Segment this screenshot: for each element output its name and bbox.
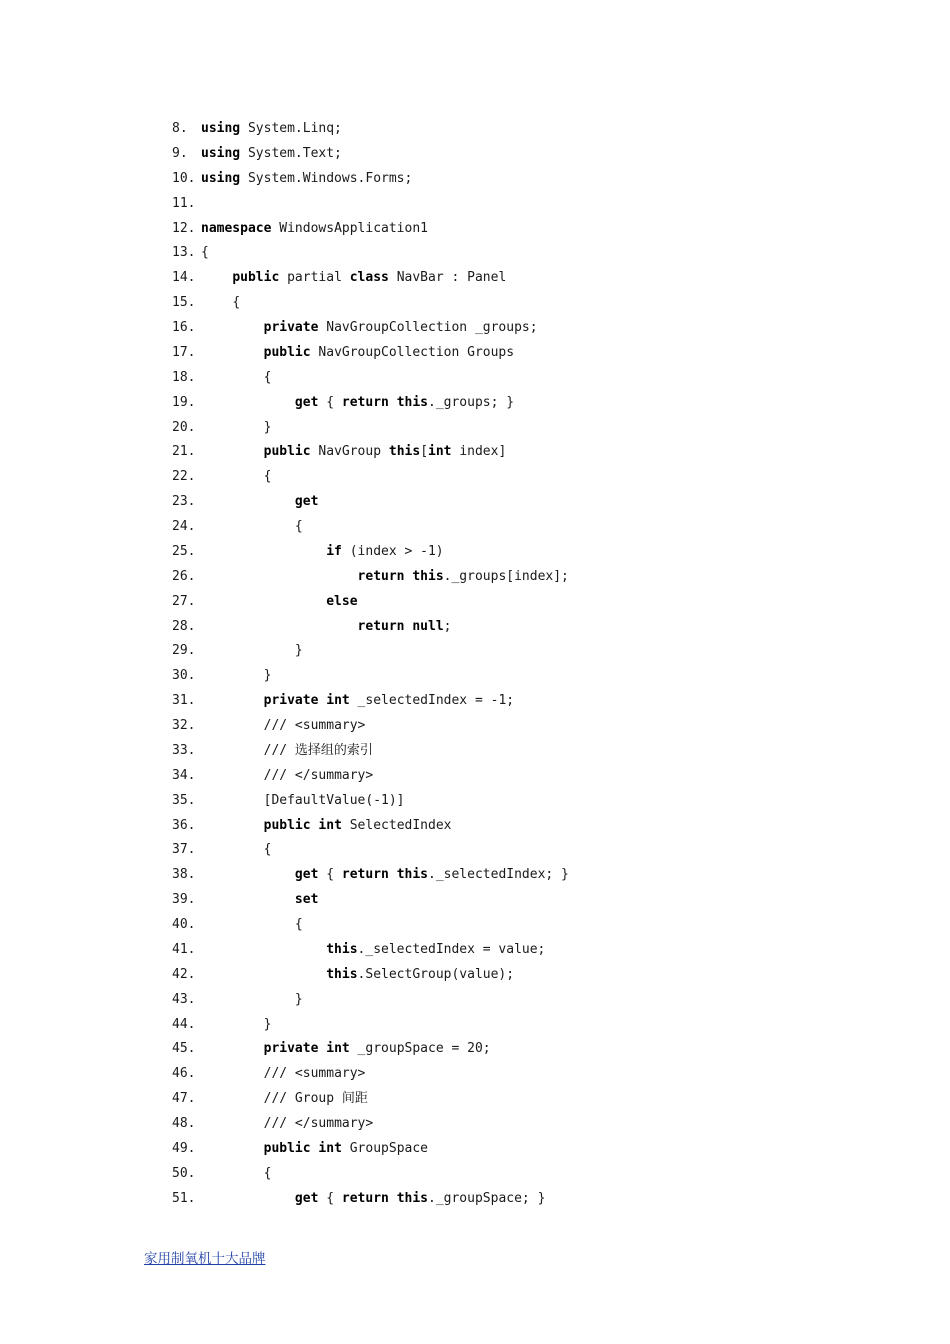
code-line — [172, 888, 569, 913]
code-keyword: this — [326, 966, 358, 982]
code-line — [172, 615, 569, 640]
code-text: _selectedIndex = -1; — [349, 693, 515, 709]
indent — [201, 594, 326, 609]
code-text — [389, 395, 397, 410]
line-number: 32. — [172, 718, 196, 733]
line-number: 41. — [172, 941, 196, 957]
code-text: [ — [420, 444, 429, 460]
line-number: 17. — [172, 344, 196, 360]
code-line — [172, 1112, 569, 1137]
code-line — [172, 838, 569, 863]
code-text: ._groupSpace; } — [428, 1190, 546, 1206]
footer-link[interactable]: 家用制氧机十大品牌 — [144, 1251, 266, 1267]
indent — [201, 1091, 264, 1106]
indent — [201, 619, 358, 634]
code-line — [172, 117, 569, 142]
code-keyword: class — [349, 270, 389, 286]
code-line — [172, 341, 569, 366]
code-keyword: if — [326, 543, 342, 559]
indent — [201, 1116, 264, 1131]
line-number: 39. — [172, 892, 196, 908]
code-text: { — [263, 369, 272, 385]
code-line — [172, 1037, 569, 1062]
line-number: 24. — [172, 519, 196, 534]
code-keyword: using — [201, 145, 241, 161]
line-number: 37. — [172, 842, 196, 858]
code-keyword: get — [294, 1190, 319, 1206]
line-number: 26. — [172, 568, 196, 584]
code-text: NavBar : Panel — [388, 270, 507, 286]
code-text: { — [232, 295, 241, 311]
code-text: WindowsApplication1 — [271, 220, 428, 236]
code-line — [172, 1137, 569, 1162]
line-number: 14. — [172, 270, 196, 286]
code-keyword: private — [263, 1041, 319, 1057]
code-line — [172, 988, 569, 1013]
code-line — [172, 789, 569, 814]
code-text: { — [263, 842, 272, 858]
line-number: 15. — [172, 295, 196, 311]
code-line — [172, 814, 569, 839]
line-number: 33. — [172, 742, 196, 758]
indent — [201, 693, 264, 708]
code-line — [172, 565, 569, 590]
indent — [201, 1191, 295, 1206]
line-number: 11. — [172, 195, 196, 211]
code-text: ; — [443, 618, 452, 634]
line-number: 8. — [172, 121, 188, 136]
code-line — [172, 1013, 569, 1038]
code-text: } — [263, 668, 272, 684]
code-text: { — [201, 245, 209, 261]
indent — [201, 494, 295, 509]
code-text: partial — [279, 270, 350, 286]
indent — [201, 444, 264, 459]
line-number: 9. — [172, 145, 188, 161]
line-number: 22. — [172, 469, 196, 485]
code-line — [172, 217, 569, 242]
code-keyword: return — [357, 618, 405, 634]
line-number: 38. — [172, 867, 196, 883]
indent — [201, 818, 264, 833]
code-line — [172, 291, 569, 316]
code-text: /// 选择组的索引 — [263, 742, 373, 758]
code-keyword: else — [326, 593, 358, 609]
line-number: 49. — [172, 1140, 196, 1156]
code-text: { — [294, 917, 303, 932]
code-keyword: public — [263, 444, 311, 460]
indent — [201, 395, 295, 410]
code-text: /// <summary> — [263, 1066, 366, 1082]
code-text: } — [294, 643, 303, 659]
code-text: { — [294, 519, 303, 534]
code-line — [172, 540, 569, 565]
code-keyword: get — [294, 494, 319, 510]
code-line — [172, 416, 569, 441]
line-number: 45. — [172, 1041, 196, 1057]
code-text: (index > -1) — [341, 543, 444, 559]
code-line — [172, 490, 569, 515]
code-line — [172, 1187, 569, 1212]
code-line — [172, 714, 569, 739]
indent — [201, 643, 295, 658]
code-line — [172, 664, 569, 689]
code-keyword: return — [341, 394, 389, 410]
code-line — [172, 1087, 569, 1112]
code-keyword: using — [201, 170, 241, 186]
code-keyword: int — [326, 1041, 350, 1057]
code-text: } — [294, 991, 303, 1007]
code-keyword: this — [396, 394, 428, 410]
code-keyword: return — [341, 867, 389, 883]
indent — [201, 469, 264, 484]
code-keyword: public — [263, 1140, 311, 1156]
code-text: { — [318, 394, 342, 410]
code-text: { — [263, 469, 272, 485]
indent — [201, 892, 295, 907]
indent — [201, 1141, 264, 1156]
code-line — [172, 689, 569, 714]
line-number: 30. — [172, 668, 196, 684]
code-text: NavGroup — [310, 444, 389, 460]
code-text: .SelectGroup(value); — [357, 966, 515, 982]
line-number: 23. — [172, 494, 196, 510]
code-keyword: get — [294, 867, 319, 883]
indent — [201, 867, 295, 882]
line-number: 36. — [172, 817, 196, 833]
code-line — [172, 192, 569, 217]
code-text: } — [263, 419, 272, 435]
indent — [201, 718, 264, 733]
code-text: { — [318, 1190, 342, 1206]
code-keyword: this — [326, 941, 358, 957]
code-line — [172, 167, 569, 192]
indent — [201, 743, 264, 758]
code-line — [172, 1062, 569, 1087]
indent — [201, 345, 264, 360]
code-text: index] — [451, 444, 507, 460]
code-text: NavGroupCollection _groups; — [318, 320, 538, 335]
indent — [201, 1066, 264, 1081]
code-keyword: int — [318, 817, 342, 833]
indent — [201, 793, 264, 808]
line-number: 47. — [172, 1091, 196, 1107]
code-line — [172, 1162, 569, 1187]
indent — [201, 768, 264, 783]
line-number: 51. — [172, 1190, 196, 1206]
code-keyword: this — [396, 867, 428, 883]
code-line — [172, 639, 569, 664]
code-line — [172, 515, 569, 540]
code-text: System.Text; — [240, 145, 342, 161]
line-number: 35. — [172, 792, 196, 808]
indent — [201, 967, 326, 982]
code-keyword: public — [232, 270, 280, 286]
line-number: 34. — [172, 767, 196, 783]
indent — [201, 295, 232, 310]
indent — [201, 992, 295, 1007]
code-line — [172, 366, 569, 391]
code-keyword: this — [388, 444, 421, 460]
code-text — [389, 867, 397, 882]
code-text: GroupSpace — [341, 1140, 428, 1156]
line-number: 25. — [172, 543, 196, 559]
code-text: { — [263, 1165, 272, 1181]
indent — [201, 569, 358, 584]
code-text: ._selectedIndex = value; — [357, 941, 546, 957]
code-keyword: get — [294, 394, 319, 410]
code-line — [172, 440, 569, 465]
code-line — [172, 913, 569, 938]
code-line — [172, 241, 569, 266]
line-number: 29. — [172, 643, 196, 659]
code-text: /// Group 间距 — [263, 1091, 368, 1107]
code-text: /// </summary> — [263, 1116, 374, 1131]
line-number: 12. — [172, 220, 196, 236]
code-line — [172, 764, 569, 789]
line-number: 16. — [172, 320, 196, 335]
code-keyword: using — [201, 121, 241, 136]
code-keyword: private — [263, 320, 319, 335]
code-keyword: public — [263, 344, 311, 360]
line-number: 18. — [172, 369, 196, 385]
indent — [201, 942, 326, 957]
code-keyword: namespace — [201, 220, 272, 236]
line-number: 43. — [172, 991, 196, 1007]
code-line — [172, 963, 569, 988]
code-keyword: this — [396, 1190, 428, 1206]
indent — [201, 270, 232, 285]
code-line — [172, 316, 569, 341]
code-keyword: int — [318, 1140, 342, 1156]
line-number: 28. — [172, 618, 196, 634]
indent — [201, 917, 295, 932]
code-text: _groupSpace = 20; — [349, 1041, 491, 1057]
indent — [201, 1166, 264, 1181]
line-number: 40. — [172, 917, 196, 932]
code-text — [389, 1191, 397, 1206]
code-text: System.Windows.Forms; — [240, 170, 413, 186]
code-text: /// </summary> — [263, 767, 374, 783]
code-line — [172, 266, 569, 291]
code-keyword: return — [341, 1190, 389, 1206]
indent — [201, 1041, 264, 1056]
line-number: 42. — [172, 966, 196, 982]
code-text: [DefaultValue(-1)] — [263, 792, 405, 808]
code-keyword: set — [294, 892, 319, 908]
code-text: } — [263, 1016, 272, 1032]
code-text: ._groups; } — [428, 394, 515, 410]
code-text: System.Linq; — [240, 121, 342, 136]
line-number: 19. — [172, 394, 196, 410]
code-text: { — [318, 867, 342, 883]
line-number: 50. — [172, 1165, 196, 1181]
code-text: ._groups[index]; — [443, 568, 569, 584]
indent — [201, 842, 264, 857]
code-text: SelectedIndex — [341, 817, 452, 833]
line-number: 48. — [172, 1116, 196, 1131]
code-keyword: private — [263, 693, 319, 709]
code-line — [172, 391, 569, 416]
code-line — [172, 739, 569, 764]
code-keyword: null — [412, 618, 444, 634]
code-line — [172, 590, 569, 615]
code-keyword: this — [412, 568, 444, 584]
line-number: 46. — [172, 1066, 196, 1082]
indent — [201, 420, 264, 435]
code-keyword: int — [326, 693, 350, 709]
code-keyword: public — [263, 817, 311, 833]
code-line — [172, 863, 569, 888]
line-number: 31. — [172, 693, 196, 709]
code-keyword: return — [357, 568, 405, 584]
line-number: 21. — [172, 444, 196, 460]
indent — [201, 1017, 264, 1032]
line-number: 27. — [172, 593, 196, 609]
indent — [201, 544, 326, 559]
line-number: 10. — [172, 170, 196, 186]
line-number: 20. — [172, 419, 196, 435]
code-keyword: int — [428, 444, 452, 460]
indent — [201, 320, 264, 335]
code-listing — [172, 117, 569, 1212]
code-text: ._selectedIndex; } — [428, 867, 569, 883]
code-text: /// <summary> — [263, 718, 366, 733]
code-line — [172, 938, 569, 963]
code-text: NavGroupCollection Groups — [310, 344, 515, 360]
line-number: 44. — [172, 1016, 196, 1032]
indent — [201, 370, 264, 385]
line-number: 13. — [172, 245, 196, 261]
code-line — [172, 142, 569, 167]
indent — [201, 519, 295, 534]
indent — [201, 668, 264, 683]
code-line — [172, 465, 569, 490]
